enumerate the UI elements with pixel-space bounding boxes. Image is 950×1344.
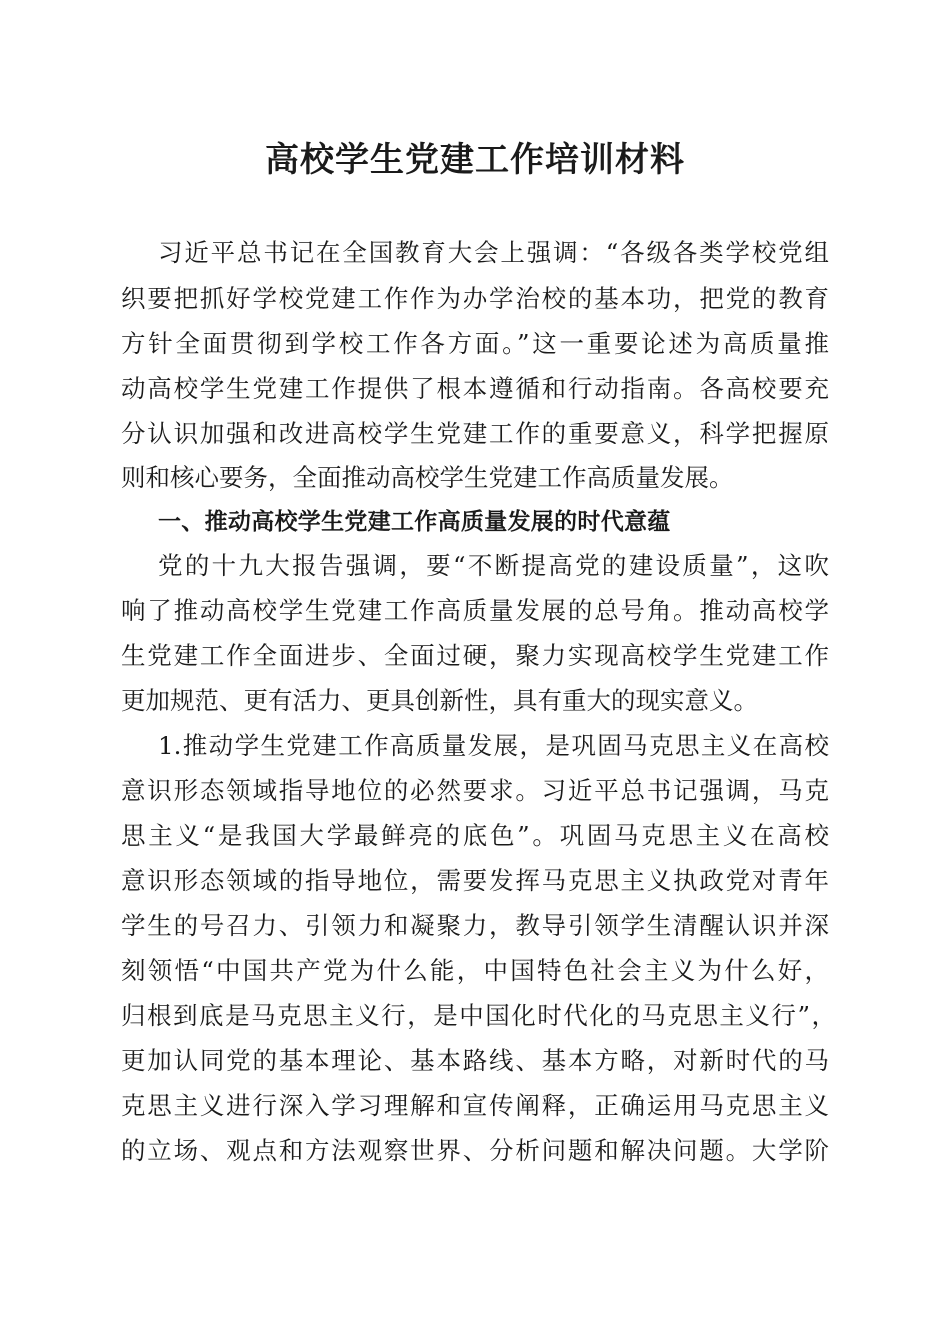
paragraph-line: 动高校学生党建工作提供了根本遵循和行动指南。各高校要充 [121, 374, 829, 403]
paragraph-line: 分认识加强和改进高校学生党建工作的重要意义，科学把握原 [121, 419, 829, 448]
document-title: 高校学生党建工作培训材料 [265, 140, 685, 180]
paragraph-line: 意识形态领域的指导地位，需要发挥马克思主义执政党对青年 [121, 866, 829, 895]
paragraph-line: 思主义“是我国大学最鲜亮的底色”。巩固马克思主义在高校 [121, 821, 829, 850]
paragraph-line: 1.推动学生党建工作高质量发展，是巩固马克思主义在高校 [158, 731, 829, 760]
paragraph-line: 织要把抓好学校党建工作作为办学治校的基本功，把党的教育 [121, 284, 829, 313]
paragraph-line: 的立场、观点和方法观察世界、分析问题和解决问题。大学阶 [121, 1136, 829, 1165]
paragraph-line: 党的十九大报告强调，要“不断提高党的建设质量”，这吹 [158, 551, 829, 580]
paragraph-line: 意识形态领域指导地位的必然要求。习近平总书记强调，马克 [121, 776, 829, 805]
paragraph-line: 方针全面贯彻到学校工作各方面。”这一重要论述为高质量推 [121, 329, 829, 358]
paragraph-line: 生党建工作全面进步、全面过硬，聚力实现高校学生党建工作 [121, 641, 829, 670]
paragraph-line: 更加规范、更有活力、更具创新性，具有重大的现实意义。 [121, 686, 758, 715]
paragraph-line: 学生的号召力、引领力和凝聚力，教导引领学生清醒认识并深 [121, 911, 829, 940]
paragraph-line: 响了推动高校学生党建工作高质量发展的总号角。推动高校学 [121, 596, 829, 625]
paragraph-line: 克思主义进行深入学习理解和宣传阐释，正确运用马克思主义 [121, 1091, 829, 1120]
paragraph-line: 则和核心要务，全面推动高校学生党建工作高质量发展。 [121, 463, 734, 492]
section-heading: 一、推动高校学生党建工作高质量发展的时代意蕴 [158, 509, 671, 535]
paragraph-line: 习近平总书记在全国教育大会上强调：“各级各类学校党组 [158, 238, 829, 267]
paragraph-line: 更加认同党的基本理论、基本路线、基本方略，对新时代的马 [121, 1046, 829, 1075]
paragraph-line: 归根到底是马克思主义行，是中国化时代化的马克思主义行”， [121, 1001, 836, 1030]
paragraph-line: 刻领悟“中国共产党为什么能，中国特色社会主义为什么好， [121, 956, 829, 985]
